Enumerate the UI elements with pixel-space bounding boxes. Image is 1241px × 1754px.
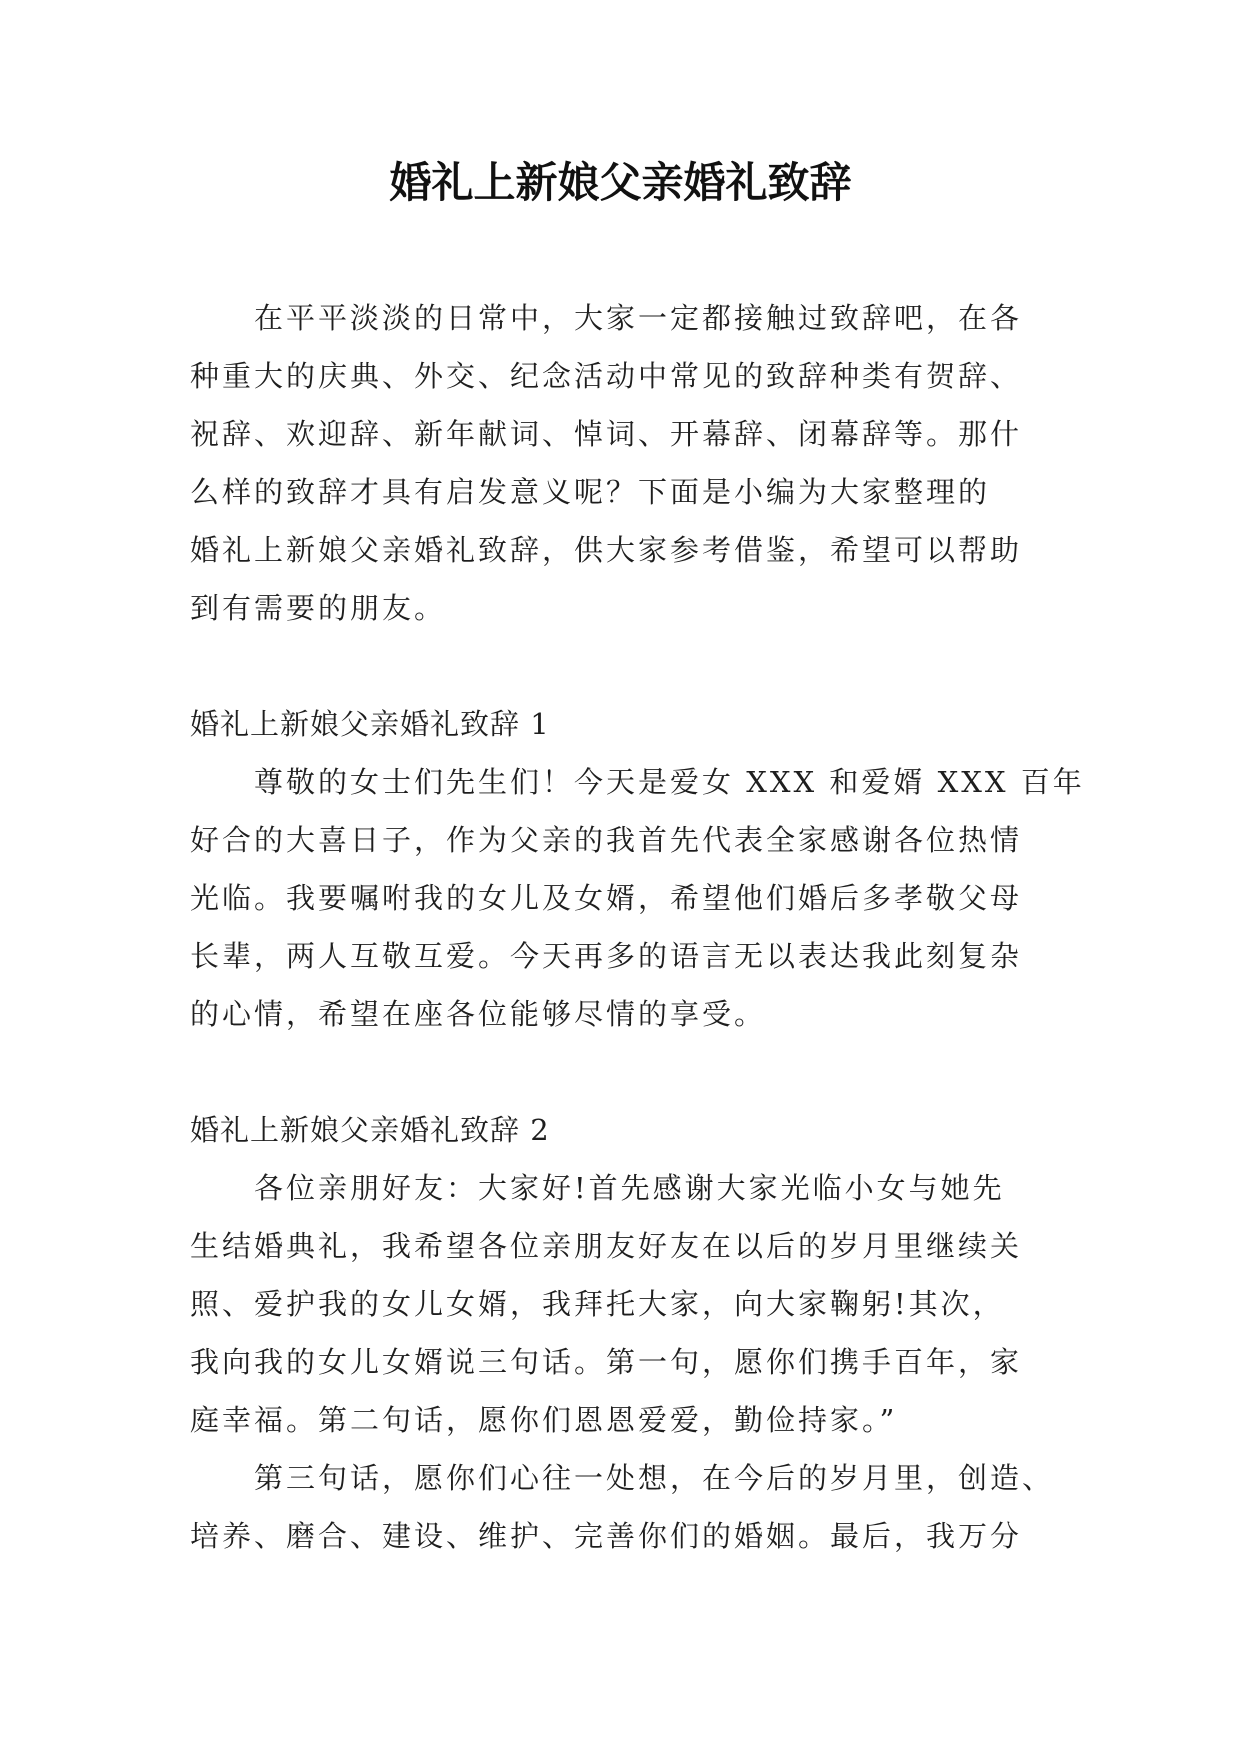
section-line: 尊敬的女士们先生们！今天是爱女 XXX 和爱婿 XXX 百年	[254, 765, 1085, 799]
document-title: 婚礼上新娘父亲婚礼致辞	[389, 158, 852, 207]
section-line: 光临。我要嘱咐我的女儿及女婿，希望他们婚后多孝敬父母	[190, 881, 1023, 915]
section-line: 的心情，希望在座各位能够尽情的享受。	[190, 997, 767, 1031]
intro-line: 种重大的庆典、外交、纪念活动中常见的致辞种类有贺辞、	[190, 359, 1023, 393]
section-heading: 婚礼上新娘父亲婚礼致辞 2	[190, 1113, 550, 1147]
section-line: 生结婚典礼，我希望各位亲朋友好友在以后的岁月里继续关	[190, 1229, 1023, 1263]
section-line: 我向我的女儿女婿说三句话。第一句，愿你们携手百年，家	[190, 1345, 1023, 1379]
intro-line: 么样的致辞才具有启发意义呢？下面是小编为大家整理的	[190, 475, 991, 509]
section-line: 照、爱护我的女儿女婿，我拜托大家，向大家鞠躬!其次，	[190, 1287, 1005, 1321]
section-line: 长辈，两人互敬互爱。今天再多的语言无以表达我此刻复杂	[190, 939, 1023, 973]
intro-line: 婚礼上新娘父亲婚礼致辞，供大家参考借鉴，希望可以帮助	[190, 533, 1023, 567]
section-line: 好合的大喜日子，作为父亲的我首先代表全家感谢各位热情	[190, 823, 1023, 857]
section-line: 各位亲朋好友：大家好!首先感谢大家光临小女与她先	[254, 1171, 1005, 1205]
intro-line: 祝辞、欢迎辞、新年献词、悼词、开幕辞、闭幕辞等。那什	[190, 417, 1023, 451]
section-heading: 婚礼上新娘父亲婚礼致辞 1	[190, 707, 550, 741]
section-line: 培养、磨合、建设、维护、完善你们的婚姻。最后，我万分	[190, 1519, 1023, 1553]
section-line: 庭幸福。第二句话，愿你们恩恩爱爱，勤俭持家。”	[190, 1403, 898, 1437]
intro-line: 在平平淡淡的日常中，大家一定都接触过致辞吧，在各	[254, 301, 1023, 335]
intro-line: 到有需要的朋友。	[190, 591, 447, 625]
section-line: 第三句话，愿你们心往一处想，在今后的岁月里，创造、	[254, 1461, 1055, 1495]
